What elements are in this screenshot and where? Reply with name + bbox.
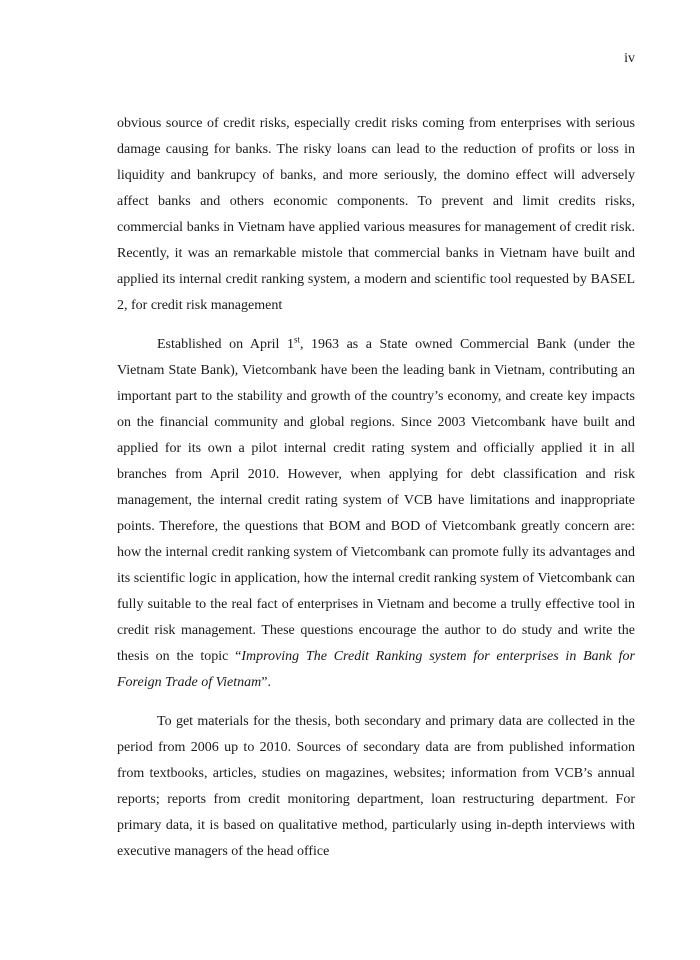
paragraph-credit-risk: obvious source of credit risks, especially credit risks coming from enterprises with serious damage causing for banks. The risky loans can lead to the reduction of profits or loss in liquidity and bankrupcy of banks, and more seriously, the domino effect will adversely affect banks and others economic components. To prevent and limit credits risks, commercial banks in Vietnam have applied various measures for management of credit risk. Recently, it was an remarkable mistole that commercial banks in Vietnam have built and applied its internal credit ranking system, a modern and scientific tool requested by BASEL 2, for credit risk management	[117, 116, 635, 313]
paragraph-text-middle: , 1963 as a State owned Commercial Bank (under the Vietnam State Bank), Vietcombank have been the leading bank in Vietnam, contributing an important part to the stability and growth of the country’s economy, and create key impacts on the financial community and global regions. Since 2003 Vietcombank have built and applied for its own a pilot internal credit rating system and officially applied it in all branches from April 2010. However, when applying for debt classification and risk management, the internal credit rating system of VCB have limitations and inappropriate points. Therefore, the questions that BOM and BOD of Vietcombank greatly concern are: how the internal credit ranking system of Vietcombank can promote fully its advantages and its scientific logic in application, how the internal credit ranking system of Vietcombank can fully suitable to the real fact of enterprises in Vietnam and become a trully effective tool in credit risk management. These questions encourage the author to do study and write the thesis on the topic “	[117, 337, 635, 664]
paragraph-vietcombank-history	[117, 332, 635, 696]
page-number: iv	[624, 51, 635, 66]
ordinal-suffix: st	[293, 334, 300, 345]
paragraph-research-materials: To get materials for the thesis, both secondary and primary data are collected in the period from 2006 up to 2010. Sources of secondary data are from published information from textbooks, articles, studies on magazines, websites; information from VCB’s annual reports; reports from credit monitoring department, loan restructuring department. For primary data, it is based on qualitative method, particularly using in-depth interviews with executive managers of the head office	[117, 714, 635, 859]
thesis-topic-title: Improving The Credit Ranking system for enterprises in Bank for Foreign Trade of Vietnam	[117, 649, 635, 690]
paragraph-text-end: ”.	[261, 675, 271, 690]
body-text	[117, 111, 635, 865]
paragraph-text-start: Established on April 1	[157, 337, 294, 352]
